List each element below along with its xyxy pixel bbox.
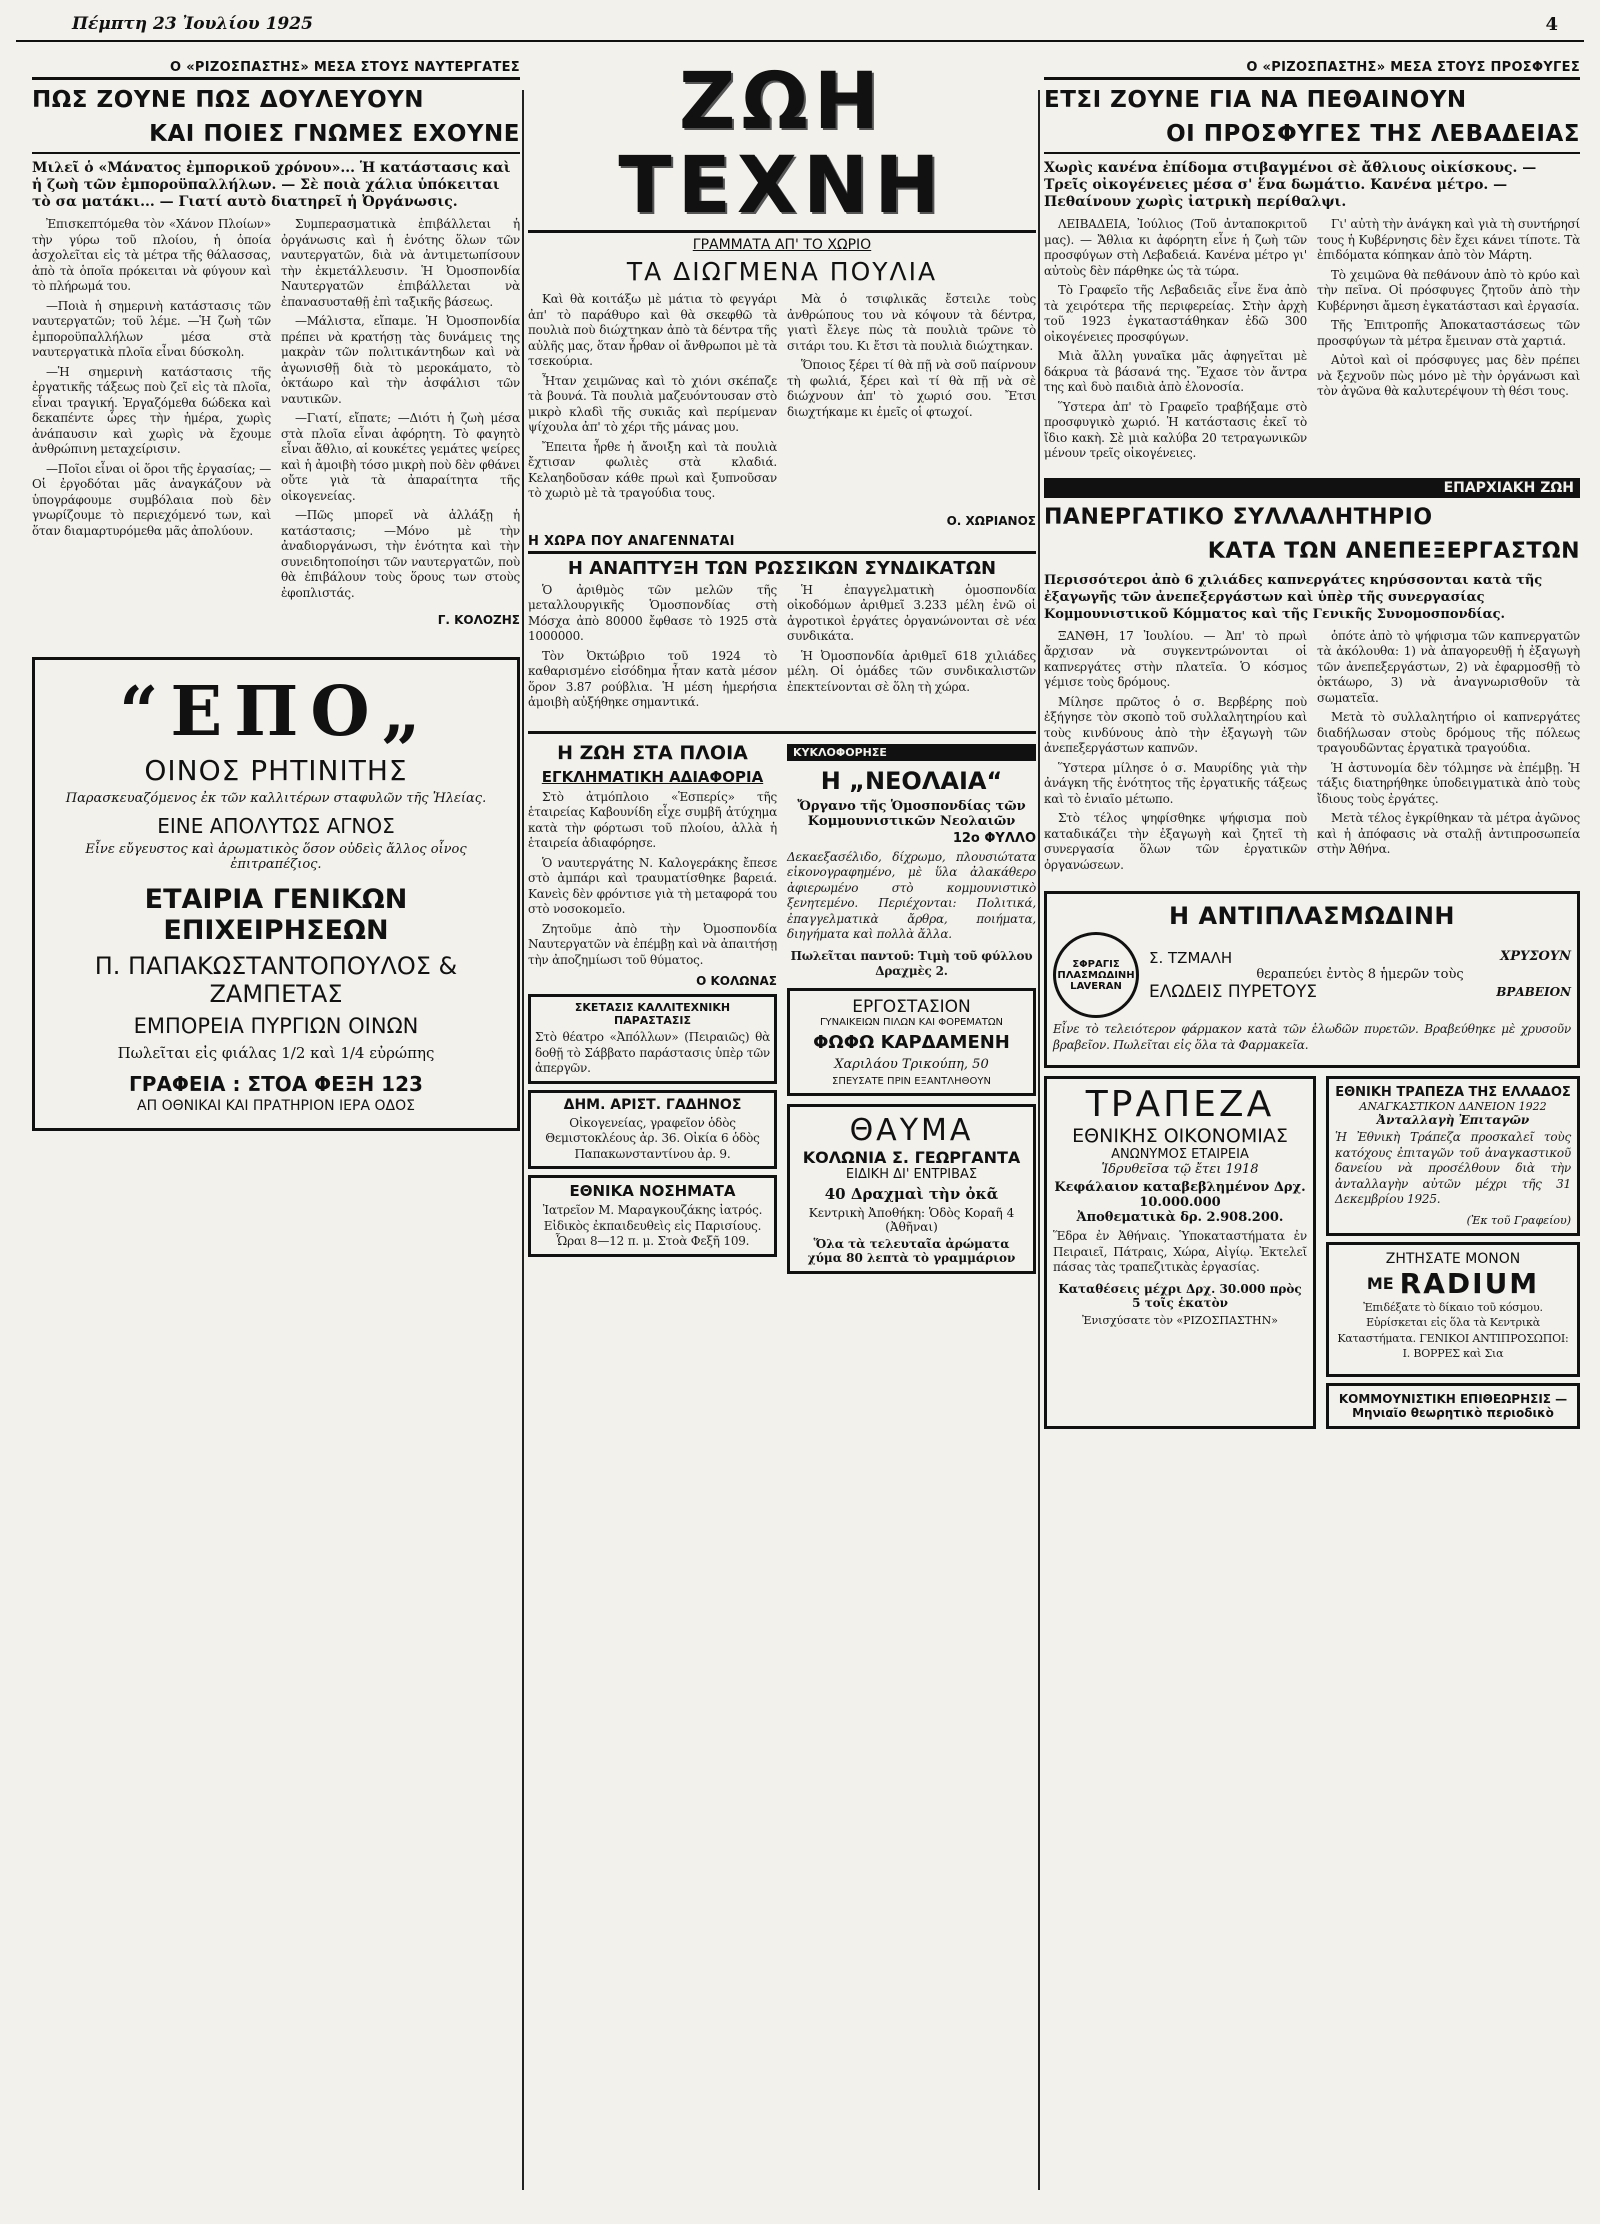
- article-headline: Η ΖΩΗ ΣΤΑ ΠΛΟΙΑ: [557, 741, 748, 764]
- masthead: [16, 8, 1584, 38]
- ad-text: Εἶνε εὔγευστος καὶ ἀρωματικὸς ὅσον οὐδεὶς ἄλλος οἶνος ἐπιτραπέζιος.: [85, 842, 467, 872]
- paragraph: Μετὰ τέλος ἐγκρίθηκαν τὰ μέτρα ἀγῶνος καὶ ἡ ἀπόφασις νὰ σταλῇ ἀντιπροσωπεία στὴν Ἀθήνα.: [1317, 811, 1580, 856]
- article-body: [528, 583, 777, 715]
- loan-notice: [1326, 1076, 1580, 1236]
- theatre-notice: [528, 994, 777, 1084]
- bank-reserve: Ἀποθεματικὰ δρ. 2.908.200.: [1076, 1210, 1284, 1225]
- doctor-ad: [528, 1090, 777, 1170]
- paragraph: —Ποῖοι εἶναι οἱ ὅροι τῆς ἐργασίας; —Οἱ ἐργοδόται μᾶς ἀναγκάζουν νὰ ὑπογράφουμε συμβόλαια ποὺ δὲν γνωρίζουμε τὸ περιεχόμενό των, καὶ ὅταν διαμαρτυρόμεθα μᾶς ἀπολύουν.: [32, 461, 271, 538]
- medicine-disease: ΕΛΩΔΕΙΣ ΠΥΡΕΤΟΥΣ: [1149, 981, 1317, 1002]
- page-number: 4: [1545, 14, 1558, 35]
- column-divider: [522, 90, 524, 2190]
- bank-founded: Ἱδρυθεῖσα τῷ ἔτει 1918: [1101, 1162, 1259, 1177]
- paragraph: —Γιατί, εἴπατε; —Διότι ἡ ζωὴ μέσα στὰ πλοῖα εἶναι ἀφόρητη. Τὸ φαγητὸ εἶναι ἄθλιο, αἱ κουκέτες γεμάτες ψείρες καὶ ἡ ἀμοιβὴ τόσο μικρὴ ποὺ δὲν φθάνει οὔτε γιὰ τὰ ἀπαραίτητα τῆς οἰκογενείας.: [281, 411, 520, 503]
- doctor-text: Οἰκογενείας, γραφεῖον ὁδὸς Θεμιστοκλέους ἀρ. 36. Οἰκία 6 ὁδὸς Παπακωνσταντίνου ἀρ. 9.: [545, 1115, 760, 1161]
- ships-article: [528, 738, 777, 1282]
- article-lead: Μιλεῖ ὁ «Μάνατος ἐμπορικοῦ χρόνου»... Ἡ κατάστασις καὶ ἡ ζωὴ τῶν ἐμποροϋπαλλήλων. — Σὲ ποιὰ χάλια ὑπόκειται τὸ σα ματάκι... — Γιατί αυτὸ διατηρεῖ ἡ Ὀργάνωσις.: [32, 160, 511, 210]
- article-signature: Ο. ΧΩΡΙΑΝΟΣ: [946, 513, 1036, 528]
- article-headline: ΤΑ ΔΙΩΓΜΕΝΑ ΠΟΥΛΙΑ: [626, 257, 938, 286]
- loan-bank: ΕΘΝΙΚΗ ΤΡΑΠΕΖΑ ΤΗΣ ΕΛΛΑΔΟΣ: [1335, 1085, 1571, 1100]
- ad-product: ΟΙΝΟΣ ΡΗΤΙΝΙΤΗΣ: [144, 754, 408, 787]
- bank-deposits: Καταθέσεις μέχρι Δρχ. 30.000 πρὸς 5 τοῖς ἑκατὸν: [1058, 1281, 1302, 1310]
- article-signature: Ο ΚΟΛΩΝΑΣ: [696, 974, 777, 988]
- ad-issue: 12ο ΦΥΛΛΟ: [952, 830, 1036, 846]
- cologne-price: 40 Δραχμαὶ τὴν ὀκᾶ: [824, 1184, 999, 1203]
- cologne-name: ΚΟΛΩΝΙΑ Σ. ΓΕΩΡΓΑΝΤΑ: [802, 1147, 1021, 1167]
- factory-note: ΣΠΕΥΣΑΤΕ ΠΡΙΝ ΕΞΑΝΤΛΗΘΟΥΝ: [832, 1075, 991, 1087]
- medicine-body: Εἶνε τὸ τελειότερον φάρμακον κατὰ τῶν ἑλωδῶν πυρετῶν. Βραβεύθηκε μὲ χρυσοῦν βραβεῖον. Πωλεῖται εἰς ὅλα τὰ Φαρμακεῖα.: [1053, 1022, 1571, 1052]
- paragraph: Ὁ ἀριθμὸς τῶν μελῶν τῆς μεταλλουργικῆς Ὁμοσπονδίας στὴ Μόσχα ἀπὸ 80000 ἔφθασε τὸ 1925 στὰ 1000000.: [528, 582, 777, 643]
- ad-office: ΓΡΑΦΕΙΑ : ΣΤΟΑ ΦΕΞΗ 123: [129, 1072, 423, 1096]
- article-body: [1317, 629, 1580, 878]
- loan-title: Ἀνταλλαγὴ Ἐπιταγῶν: [1376, 1113, 1530, 1127]
- section-tag: Η ΧΩΡΑ ΠΟΥ ΑΝΑΓΕΝΝΑΤΑΙ: [528, 534, 1036, 554]
- ad-trade: ΕΜΠΟΡΕΙΑ ΠΥΡΓΙΩΝ ΟΙΝΩΝ: [133, 1014, 419, 1038]
- medicine-award: ΒΡΑΒΕΙΟΝ: [1496, 984, 1571, 999]
- bank-note: Ἐνισχύσατε τὸν «ΡΙΖΟΣΠΑΣΤΗΝ»: [1082, 1313, 1278, 1327]
- article-headline: ΟΙ ΠΡΟΣΦΥΓΕΣ ΤΗΣ ΛΕΒΑΔΕΙΑΣ: [1166, 121, 1580, 147]
- medicine-text: θεραπεύει ἐντὸς 8 ἡμερῶν τοὺς: [1256, 966, 1464, 982]
- column-divider: [1038, 90, 1040, 2190]
- article-lead: Περισσότεροι ἀπὸ 6 χιλιάδες καπνεργάτες κηρύσσονται κατὰ τῆς ἐξαγωγῆς τῶν ἀνεπεξεργάστων καὶ ὑπὲρ τῆς συνεργασίας Κομμουνιστικοῦ Κόμματος καὶ τῆς Γενικῆς Συνομοσπονδίας.: [1044, 572, 1543, 622]
- column-right: [1044, 60, 1580, 1429]
- cologne-ad: [787, 1104, 1036, 1274]
- factory-address: Χαριλάου Τρικούπη, 50: [834, 1056, 989, 1072]
- ad-company: ΕΤΑΙΡΙΑ ΓΕΝΙΚΩΝ ΕΠΙΧΕΙΡΗΣΕΩΝ: [144, 884, 408, 946]
- paragraph: —Ποιὰ ἡ σημερινὴ κατάστασις τῶν ναυτεργατῶν; τοῦ λέμε. —Ἡ ζωὴ τῶν ἐμποροϋπαλλήλων μέσα στὰ ναυτεργατικὰ πλοῖα εἶναι δύσκολη.: [32, 298, 271, 359]
- factory-ad: [787, 988, 1036, 1096]
- article-signature: Γ. ΚΟΛΟΖΗΣ: [437, 613, 520, 627]
- medicine-name: Η ΑΝΤΙΠΛΑΣΜΩΔΙΝΗ: [1169, 902, 1455, 930]
- paragraph: Γι' αὐτὴ τὴν ἀνάγκη καὶ γιὰ τὴ συντήρησί τους ἡ Κυβέρνησις δὲν ἔχει κάνει τίποτε. Τὰ ἐπιδόματα κόπηκαν ἀπὸ τὸν Μάρτη.: [1317, 217, 1580, 262]
- radium-me: ΜΕ: [1366, 1273, 1394, 1293]
- bank-type: ΑΝΩΝΥΜΟΣ ΕΤΑΙΡΕΙΑ: [1111, 1147, 1249, 1162]
- section-tag: ΕΠΑΡΧΙΑΚΗ ΖΩΗ: [1044, 478, 1580, 498]
- wine-advertisement: [32, 657, 520, 1131]
- paragraph: Μετὰ τὸ συλλαλητήριο οἱ καπνεργάτες διαδήλωσαν στοὺς δρόμους τῆς πόλεως τραγουδῶντας ἐργατικὰ τραγούδια.: [1317, 710, 1580, 755]
- bank-body: Ἕδρα ἐν Ἀθήναις. Ὑποκαταστήματα ἐν Πειραιεῖ, Πάτραις, Χώρα, Αἰγίῳ. Ἐκτελεῖ πάσας τὰς τραπεζιτικὰς ἐργασίας.: [1053, 1229, 1307, 1274]
- clinic-title: ΕΘΝΙΚΑ ΝΟΣΗΜΑΤΑ: [569, 1182, 736, 1200]
- doctor-name: ΔΗΜ. ΑΡΙΣΤ. ΓΑΔΗΝΟΣ: [563, 1096, 742, 1113]
- radium-text: Ἐπιδέξατε τὸ δίκαιο τοῦ κόσμου. Εὑρίσκεται εἰς ὅλα τὰ Κεντρικὰ Καταστήματα. ΓΕΝΙΚΟΙ ΑΝΤΙΠΡΟΣΩΠΟΙ: Ι. ΒΟΡΡΕΣ καὶ Σια: [1337, 1300, 1569, 1360]
- section-tag: Ο «ΡΙΖΟΣΠΑΣΤΗΣ» ΜΕΣΑ ΣΤΟΥΣ ΝΑΥΤΕΡΓΑΤΕΣ: [32, 60, 520, 80]
- paragraph: —Πῶς μπορεῖ νὰ ἀλλάξῃ ἡ κατάστασις; —Μόνο μὲ τὴν ἀναδιοργάνωσι, τὴν ἑνότητα καὶ τὴν συνειδητοποίησι τῶν ναυτεργατῶν, ποὺ θὰ ἐπιβάλουν τοὺς ὅρους των στοὺς ἐφοπλιστάς.: [281, 508, 520, 600]
- paragraph: Ἡ Ὀμοσπονδία ἀριθμεῖ 618 χιλιάδες μέλη. Οἱ ὁμάδες τῶν συνδικαλιστῶν ἐπεκτείνονται σὲ ὅλη τὴ χώρα.: [787, 648, 1036, 694]
- ad-text: Πωλεῖται εἰς φιάλας 1/2 καὶ 1/4 εὐρώπης: [117, 1044, 435, 1062]
- paragraph: Μιὰ ἄλλη γυναῖκα μᾶς ἀφηγεῖται μὲ δάκρυα τὰ βάσανά της. Ἔχασε τὸν ἄντρα της καὶ δυὸ παιδιὰ ἀπὸ ἐλονοσία.: [1044, 349, 1307, 394]
- factory-name: ΦΩΦΩ ΚΑΡΔΑΜΕΝΗ: [813, 1031, 1010, 1053]
- bank-ad: [1044, 1076, 1316, 1429]
- paragraph: —Μάλιστα, εἴπαμε. Ἡ Ὀμοσπονδία πρέπει νὰ κρατήσῃ τὰς δυνάμεις της μακρὰν τῶν πολιτικάντηδων καὶ νὰ ἀγωνισθῇ διὰ τὸ μεροκάματο, τὸ ὀκτάωρο καὶ τὴν ἀσφάλισι τῶν ναυτικῶν.: [281, 314, 520, 406]
- paragraph: Στὸ ἀτμόπλοιο «Ἑσπερίς» τῆς ἑταιρείας Καβουνίδη εἶχε συμβῆ ἀτύχημα κατὰ τὴν φόρτωσι τοῦ πλοίου, ἀλλὰ ἡ ἑταιρεία ἀδιαφόρησε.: [528, 789, 777, 850]
- medicine-maker: Σ. ΤΖΜΑΛΗ: [1149, 948, 1233, 967]
- article-body: [1317, 217, 1580, 466]
- paragraph: Τὸ Γραφεῖο τῆς Λεβαδειᾶς εἶνε ἕνα ἀπὸ τὰ χειρότερα τῆς περιφερείας. Στὴν ἀρχὴ τοῦ 1923 ἐγκαταστάθηκαν ἐδῶ 300 οἰκογένειες προσφύγων.: [1044, 283, 1307, 344]
- paragraph: Ἔπειτα ἦρθε ἡ ἄνοιξη καὶ τὰ πουλιὰ ἔχτισαν φωλιὲς στὰ κλαδιά. Κελαηδοῦσαν κάθε πρωὶ καὶ ξυπνοῦσαν τὸ χωριὸ μὲ τὰ τραγούδια τους.: [528, 439, 777, 500]
- radium-pre: ΖΗΤΗΣΑΤΕ ΜΟΝΟΝ: [1385, 1250, 1521, 1267]
- ad-title: Η „ΝΕΟΛΑΙΑ“: [820, 766, 1003, 795]
- paragraph: Ἡ ἐπαγγελματικὴ ὁμοσπονδία οἰκοδόμων ἀριθμεῖ 3.233 μέλη ἐνῶ οἱ ἀγροτικοὶ ἐργάτες ὀργανώνονται σὲ νέα συνδικάτα.: [787, 582, 1036, 643]
- paragraph: Στὸ τέλος ψηφίσθηκε ψήφισμα ποὺ καταδικάζει τὴν ἐξαγωγὴ καὶ ζητεῖ τὴ συνεργασία ὅλων τῶν ἐργατικῶν ὀργανώσεων.: [1044, 811, 1307, 872]
- bank-title: ΤΡΑΠΕΖΑ: [1085, 1084, 1275, 1125]
- paragraph: Ἦταν χειμῶνας καὶ τὸ χιόνι σκέπαζε τὰ βουνά. Τὰ πουλιὰ μαζευόντουσαν στὸ μικρὸ κλαδὶ τῆς συκιᾶς καὶ περίμεναν ψίχουλα ἀπ' τὸ χέρι τῆς μάνας μου.: [528, 373, 777, 434]
- right-ads: [1326, 1076, 1580, 1429]
- article-headline: ΚΑΤΑ ΤΩΝ ΑΝΕΠΕΞΕΡΓΑΣΤΩΝ: [1207, 538, 1580, 564]
- paragraph: Ζητοῦμε ἀπὸ τὴν Ὀμοσπονδία Ναυτεργατῶν νὰ ἐπέμβῃ καὶ νὰ ἀπαιτήσῃ τὴν ἀποζημίωσι τοῦ θύματος.: [528, 921, 777, 967]
- article-headline: ΠΑΝΕΡΓΑΤΙΚΟ ΣΥΛΛΑΛΗΤΗΡΙΟ: [1044, 504, 1433, 530]
- neolaia-ad: [787, 738, 1036, 1282]
- notice-title: ΣΚΕΤΑΣΙΣ ΚΑΛΛΙΤΕΧΝΙΚΗ ΠΑΡΑΣΤΑΣΙΣ: [574, 1001, 731, 1027]
- issue-date: Πέμπτη 23 Ἰουλίου 1925: [72, 14, 313, 34]
- paragraph: Μὰ ὁ τσιφλικᾶς ἔστειλε τοὺς ἀνθρώπους του νὰ κόψουν τὰ δέντρα, γιατὶ ἔλεγε πὼς τὰ πουλιὰ τρῶνε τὸ σιτάρι του. Κι ἔτσι τὰ πουλιὰ διώχτηκαν.: [787, 292, 1036, 353]
- paragraph: Τὸ χειμῶνα θὰ πεθάνουν ἀπὸ τὸ κρύο καὶ τὴν πεῖνα. Οἱ πρόσφυγες ζητοῦν ἀπὸ τὴν Κυβέρνησι ἄμεση ἐγκατάστασι καὶ ἐργασία.: [1317, 267, 1580, 313]
- article-headline: ΕΤΣΙ ΖΟΥΝΕ ΓΙΑ ΝΑ ΠΕΘΑΙΝΟΥΝ: [1044, 87, 1467, 113]
- article-body: [32, 217, 271, 605]
- ad-subtitle: Ὄργανο τῆς Ὁμοσπονδίας τῶν Κομμουνιστικῶν Νεολαιῶν: [797, 798, 1026, 829]
- medicine-seal: ΣΦΡΑΓΙΣ ΠΛΑΣΜΩΔΙΝΗ LAVERAN: [1053, 932, 1139, 1018]
- article-body: [1044, 217, 1307, 466]
- factory-title: ΕΡΓΟΣΤΑΣΙΟΝ: [852, 996, 971, 1017]
- ad-text: ΕΙΝΕ ΑΠΟΛΥΤΩΣ ΑΓΝΟΣ: [157, 814, 395, 838]
- paragraph: Ὕστερα ἀπ' τὸ Γραφεῖο τραβήξαμε στὸ προσφυγικὸ χωριό. Ἡ κατάστασις ἐκεῖ τὸ ἴδιο κακὴ. Σὲ μιὰ καλύβα 20 τετραγωνικῶν μένουν τρεῖς οἰκογένειες.: [1044, 399, 1307, 460]
- paragraph: Ὁ ναυτεργάτης Ν. Καλογεράκης ἔπεσε στὸ ἀμπάρι καὶ τραυματίσθηκε βαρειά. Κανεὶς δὲν φρόντισε γιὰ τὴ μεταφορά του στὸ νοσοκομεῖο.: [528, 855, 777, 916]
- article-lead: Χωρὶς κανένα ἐπίδομα στιβαγμένοι σὲ ἄθλιους οἰκίσκους. — Τρεῖς οἰκογένειες μέσα σ' ἕνα δωμάτιο. Κανένα μέτρο. — Πεθαίνουν χωρὶς ἰατρικὴ περίθαλψι.: [1044, 160, 1537, 210]
- paragraph: Συμπερασματικὰ ἐπιβάλλεται ἡ ὀργάνωσις καὶ ἡ ἑνότης ὅλων τῶν ναυτεργατῶν, διὰ νὰ ἀντιμετωπίσουν τὴν ἐκμετάλλευσιν. Ἡ Ὀμοσπονδία Ναυτεργατῶν ἐπιβάλλεται νὰ ἐπανασυσταθῇ ἐπὶ ταξικῆς βάσεως.: [281, 217, 520, 309]
- section-subtitle: ΓΡΑΜΜΑΤΑ ΑΠ' ΤΟ ΧΩΡΙΟ: [692, 237, 872, 253]
- cologne-note: Ὅλα τὰ τελευταῖα ἀρώματα χύμα 80 λεπτὰ τὸ γραμμάριον: [807, 1236, 1016, 1265]
- section-tag: Ο «ΡΙΖΟΣΠΑΣΤΗΣ» ΜΕΣΑ ΣΤΟΥΣ ΠΡΟΣΦΥΓΕΣ: [1044, 60, 1580, 80]
- cologne-subtitle: ΕΙΔΙΚΗ ΔΙ' ΕΝΤΡΙΒΑΣ: [845, 1166, 978, 1182]
- ad-text: Παρασκευαζόμενος ἐκ τῶν καλλιτέρων σταφυλῶν τῆς Ἠλείας.: [65, 791, 487, 806]
- article-headline: Η ΑΝΑΠΤΥΞΗ ΤΩΝ ΡΩΣΣΙΚΩΝ ΣΥΝΔΙΚΑΤΩΝ: [567, 557, 997, 579]
- radium-ad: [1326, 1242, 1580, 1377]
- loan-sig: (Ἐκ τοῦ Γραφείου): [1466, 1213, 1571, 1227]
- paragraph: Ὅποιος ξέρει τί θὰ πῇ νὰ σοῦ παίρνουν τὴ φωλιά, ξέρει καὶ τί θὰ πῇ νὰ σὲ διώχνουν ἀπ' τὸ χωριό σου. Ἔτσι διωχτήκαμε κι ἐμεῖς οἱ φτωχοί.: [787, 358, 1036, 419]
- clinic-text: Ἰατρεῖον Μ. Μαραγκουζάκης ἰατρός. Εἰδικὸς ἐκπαιδευθεὶς εἰς Παρισίους. Ὧραι 8—12 π. μ. Στοὰ Φεξῆ 109.: [542, 1203, 763, 1248]
- article-headline: ΠΩΣ ΖΟΥΝΕ ΠΩΣ ΔΟΥΛΕΥΟΥΝ: [32, 87, 425, 113]
- paragraph: Τῆς Ἐπιτροπῆς Ἀποκαταστάσεως τῶν προσφύγων τὰ μέτρα ἔμειναν στὰ χαρτιά.: [1317, 318, 1580, 348]
- medicine-award: ΧΡΥΣΟΥΝ: [1500, 948, 1571, 964]
- ad-price: Πωλεῖται παντοῦ: Τιμὴ τοῦ φύλλου Δραχμὲς 2.: [790, 948, 1033, 978]
- article-body: [528, 292, 777, 506]
- ad-office: ΑΠ ΟΘΝΙΚΑΙ ΚΑΙ ΠΡΑΤΗΡΙΟΝ ΙΕΡΑ ΟΔΟΣ: [137, 1098, 415, 1114]
- ad-tag: ΚΥΚΛΟΦΟΡΗΣΕ: [787, 744, 1036, 761]
- paragraph: Ἐπισκεπτόμεθα τὸν «Χάνον Πλοίων» τὴν γύρω τοῦ πλοίου, ἡ ὁποία ἀσχολεῖται εἰς τὰ μέτρα τῆς θάλασσας, ἀπὸ τὰ ὁποῖα πρόκειται νὰ φύγουν καὶ τὸ πλήρωμά του.: [32, 217, 271, 293]
- paragraph: Μίλησε πρῶτος ὁ σ. Βερβέρης ποὺ ἐξήγησε τὸν σκοπὸ τοῦ συλλαλητηρίου καὶ τοὺς κινδύνους ἀπὸ τὴν ἐξαγωγὴ τῶν ἀνεπεξεργάστων καπνῶν.: [1044, 694, 1307, 755]
- cologne-headline: ΘΑΥΜΑ: [849, 1112, 974, 1148]
- loan-sub: ΑΝΑΓΚΑΣΤΙΚΟΝ ΔΑΝΕΙΟΝ 1922: [1359, 1100, 1547, 1113]
- ad-brand: “ΕΠΟ„: [119, 672, 433, 752]
- paragraph: Ὕστερα μίλησε ὁ σ. Μαυρίδης γιὰ τὴν ἀνάγκη τῆς ἑνότητος τῆς ἐργατικῆς τάξεως καὶ τὸ ἑνιαῖο μέτωπο.: [1044, 760, 1307, 806]
- bank-name: ΕΘΝΙΚΗΣ ΟΙΚΟΝΟΜΙΑΣ: [1072, 1125, 1288, 1147]
- factory-subtitle: ΓΥΝΑΙΚΕΙΩΝ ΠΙΛΩΝ ΚΑΙ ΦΟΡΕΜΑΤΩΝ: [819, 1016, 1003, 1028]
- article-body: [281, 217, 520, 605]
- notice-text: Στὸ θέατρο «Ἀπόλλων» (Πειραιῶς) θὰ δοθῇ τὸ Σάββατο παράστασις ὑπὲρ τῶν ἀπεργῶν.: [535, 1030, 770, 1075]
- paragraph: —Ἡ σημερινὴ κατάστασις τῆς ἐργατικῆς τάξεως ποὺ ζεῖ εἰς τὰ πλοῖα, εἶναι τραγική. Ἐργαζόμεθα δώδεκα καὶ δεκαπέντε ὧρες τὴν ἡμέρα, χωρὶς ἀνάπαυσιν καὶ χωρὶς νὰ ἔχουμε ἀνθρώπινη μεταχείρισιν.: [32, 364, 271, 456]
- paragraph: Καὶ θὰ κοιτάξω μὲ μάτια τὸ φεγγάρι ἀπ' τὸ παράθυρο καὶ θὰ σκεφθῶ τὰ πουλιὰ ποὺ διώχτηκαν ἀπὸ τὰ δέντρα τῆς αὐλῆς μας, ὅταν ἦρθαν οἱ ἄνθρωποι μὲ τὰ τσεκούρια.: [528, 292, 777, 368]
- cologne-address: Κεντρικὴ Ἀποθήκη: Ὁδὸς Κοραῆ 4 (Ἀθῆναι): [808, 1205, 1015, 1234]
- article-subheadline: ΕΓΚΛΗΜΑΤΙΚΗ ΑΔΙΑΦΟΡΙΑ: [541, 767, 764, 786]
- loan-body: Ἡ Ἐθνικὴ Τράπεζα προσκαλεῖ τοὺς κατόχους ἐπιταγῶν τοῦ ἀναγκαστικοῦ δανείου νὰ προσέλθουν διὰ τὴν ἀνταλλαγὴν αὐτῶν μέχρι τῆς 31 Δεκεμβρίου 1925.: [1335, 1130, 1571, 1206]
- section-logo: ΖΩΗ ΤΕΧΝΗ: [618, 57, 946, 231]
- paragraph: Αὐτοὶ καὶ οἱ πρόσφυγες μας δὲν πρέπει νὰ ξεχνοῦν πὼς μόνο μὲ τὴν ὀργάνωσι καὶ τὸν ἀγῶνα θὰ καλυτερέψουν τὴ θέσι τους.: [1317, 353, 1580, 398]
- journal-ad: ΚΟΜΜΟΥΝΙΣΤΙΚΗ ΕΠΙΘΕΩΡΗΣΙΣ — Μηνιαῖο θεωρητικὸ περιοδικὸ: [1326, 1383, 1580, 1429]
- paragraph: ΞΑΝΘΗ, 17 Ἰουλίου. — Ἀπ' τὸ πρωὶ ἄρχισαν νὰ συγκεντρώνονται οἱ καπνεργάτες στὴν πλατεῖα. Ὁ κόσμος γέμισε τοὺς δρόμους.: [1044, 628, 1307, 689]
- ad-text: Δεκαεξασέλιδο, δίχρωμο, πλουσιώτατα εἰκονογραφημένο, μὲ ὕλα ἀλακάθερο ἀφιερωμένο στὸ κομμουνιστικὸ ξενητεμένο. Περιέχονται: Πολιτικά, ἐπαγγελματικὰ ἄρθρα, ποιήματα, διηγήματα καὶ πολλὰ ἄλλα.: [787, 849, 1036, 941]
- ad-owners: Π. ΠΑΠΑΚΩΣΤΑΝΤΟΠΟΥΛΟΣ & ΖΑΜΠΕΤΑΣ: [94, 952, 458, 1008]
- column-left: [32, 60, 520, 1131]
- article-headline: ΚΑΙ ΠΟΙΕΣ ΓΝΩΜΕΣ ΕΧΟΥΝΕ: [149, 121, 520, 147]
- masthead-rule: [16, 40, 1584, 42]
- paragraph: Ἡ ἀστυνομία δὲν τόλμησε νὰ ἐπέμβῃ. Ἡ τάξις διατηρήθηκε ὑποδειγματικὰ ἀπὸ τοὺς ἴδιους τοὺς ἐργάτες.: [1317, 760, 1580, 806]
- paragraph: ΛΕΙΒΑΔΕΙΑ, Ἰούλιος (Τοῦ ἀνταποκριτοῦ μας). — Ἄθλια κι ἀφόρητη εἶνε ἡ ζωὴ τῶν προσφύγων στὴ Λεβαδειά. Κανένα μέτρο γι' αὐτοὺς δὲν πάρθηκε ὡς τὰ τώρα.: [1044, 217, 1307, 278]
- paragraph: ὁπότε ἀπὸ τὸ ψήφισμα τῶν καπνεργατῶν τὰ ἀκόλουθα: 1) νὰ ἀπαγορευθῇ ἡ ἐξαγωγὴ τῶν ἀνεπεξεργάστων, 2) νὰ ἐφαρμοσθῇ τὸ ὀκτάωρο, 3) νὰ ἀναγνωρισθοῦν τὰ σωματεῖα.: [1317, 628, 1580, 705]
- medicine-ad: [1044, 891, 1580, 1068]
- article-body: [1044, 629, 1307, 878]
- column-middle: [528, 57, 1036, 1282]
- article-body: [528, 790, 777, 969]
- article-body: [787, 583, 1036, 715]
- paragraph: Τὸν Ὀκτώβριο τοῦ 1924 τὸ καθαρισμένο εἰσόδημα ἦταν κατὰ μέσον ὅρον 3.87 ρούβλια. Ἡ μέση ἡμερήσια ἀμοιβὴ αὐξήθηκε σημαντικά.: [528, 648, 777, 709]
- radium-brand: RADIUM: [1399, 1266, 1540, 1300]
- clinic-ad: [528, 1175, 777, 1257]
- article-body: [787, 292, 1036, 506]
- bank-capital: Κεφάλαιον καταβεβλημένον Δρχ. 10.000.000: [1054, 1180, 1306, 1210]
